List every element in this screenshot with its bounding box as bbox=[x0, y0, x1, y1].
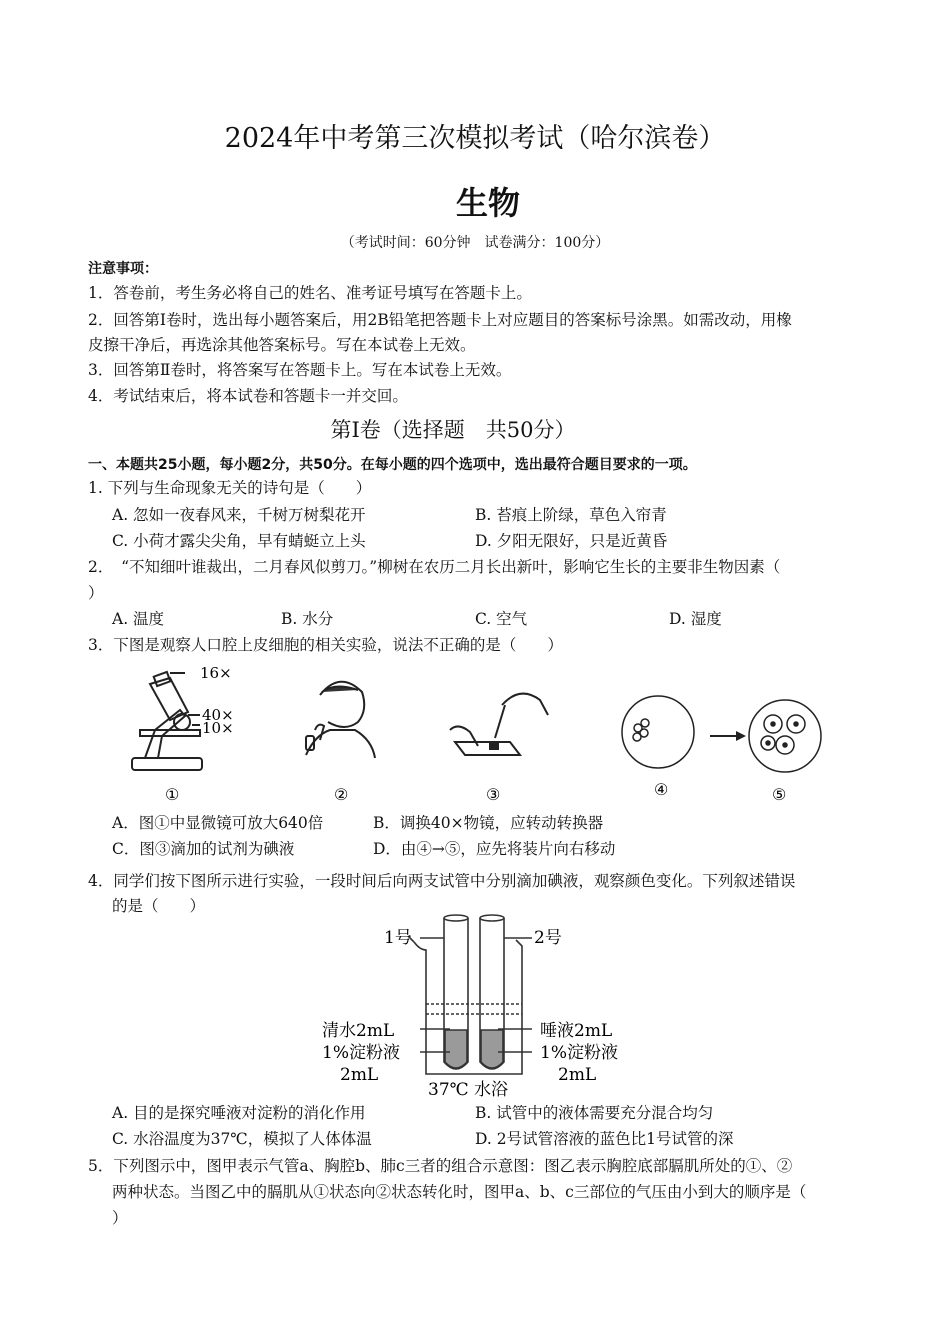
q1-option-d: D. 夕阳无限好，只是近黄昏 bbox=[475, 532, 668, 550]
left-label-water: 清水2mL bbox=[322, 1021, 395, 1041]
q1-stem: 1. 下列与生命现象无关的诗句是（ ） bbox=[88, 479, 372, 497]
tube-1-label: 1号 bbox=[384, 928, 412, 948]
left-label-starch: 1%淀粉液 bbox=[322, 1043, 400, 1063]
eyepiece-label: 16× bbox=[200, 664, 232, 682]
q3-option-c: C．图③滴加的试剂为碘液 bbox=[112, 840, 295, 858]
q2-stem: 2． “不知细叶谁裁出，二月春风似剪刀。”柳树在农历二月长出新叶，影响它生长的主要非生物因素（ bbox=[88, 558, 781, 576]
fig-label-1: ① bbox=[165, 785, 180, 804]
q1-option-b: B. 苔痕上阶绿，草色入帘青 bbox=[475, 506, 667, 524]
microscope-illustration bbox=[132, 672, 202, 770]
section-title: 第Ⅰ卷（选择题 共50分） bbox=[330, 418, 576, 442]
beaker-illustration bbox=[408, 915, 532, 1074]
q2-option-a: A. 温度 bbox=[112, 610, 165, 628]
q2-stem-cont: ） bbox=[88, 584, 104, 602]
note-3: 3．回答第Ⅱ卷时，将答案写在答题卡上。写在本试卷上无效。 bbox=[88, 361, 512, 379]
q4-figure bbox=[310, 912, 640, 1102]
subject-title: 生物 bbox=[455, 184, 520, 222]
q5-stem-cont: 两种状态。当图乙中的膈肌从①状态向②状态转化时，图甲a、b、c三部位的气压由小到大的顺序是（ bbox=[112, 1183, 807, 1201]
fig-label-4: ④ bbox=[654, 780, 669, 799]
exam-title: 2024年中考第三次模拟考试（哈尔滨卷） bbox=[224, 123, 726, 154]
field-of-view-4 bbox=[622, 696, 694, 768]
q5-stem: 5．下列图示中，图甲表示气管a、胸腔b、肺c三者的组合示意图：图乙表示胸腔底部膈肌所处的①、② bbox=[88, 1157, 793, 1175]
note-4: 4．考试结束后，将本试卷和答题卡一并交回。 bbox=[88, 387, 408, 405]
water-bath-label: 37℃ 水浴 bbox=[428, 1080, 509, 1100]
fig-label-5: ⑤ bbox=[772, 785, 787, 804]
q4-stem-cont: 的是（ ） bbox=[112, 897, 206, 915]
objective-10-label: 10× bbox=[202, 719, 234, 737]
q3-figure bbox=[110, 660, 840, 805]
q4-option-a: A. 目的是探究唾液对淀粉的消化作用 bbox=[112, 1104, 366, 1122]
q4-option-b: B. 试管中的液体需要充分混合均匀 bbox=[475, 1104, 714, 1122]
q4-option-c: C. 水浴温度为37℃，模拟了人体体温 bbox=[112, 1130, 372, 1148]
q1-option-c: C. 小荷才露尖尖角，早有蜻蜓立上头 bbox=[112, 532, 366, 550]
q3-option-d: D．由④→⑤，应先将装片向右移动 bbox=[373, 840, 616, 858]
left-label-volume: 2mL bbox=[340, 1065, 379, 1085]
field-of-view-5 bbox=[749, 700, 821, 772]
q4-option-d: D. 2号试管溶液的蓝色比1号试管的深 bbox=[475, 1130, 734, 1148]
q3-option-a: A．图①中显微镜可放大640倍 bbox=[112, 814, 324, 832]
q2-option-d: D. 湿度 bbox=[669, 610, 722, 628]
dropper-slide-illustration bbox=[450, 694, 548, 755]
right-label-starch: 1%淀粉液 bbox=[540, 1043, 618, 1063]
note-2-cont: 皮擦干净后，再选涂其他答案标号。写在本试卷上无效。 bbox=[88, 336, 476, 354]
note-2: 2．回答第Ⅰ卷时，选出每小题答案后，用2B铅笔把答题卡上对应题目的答案标号涂黑。如需改动，用橡 bbox=[88, 311, 792, 329]
q3-option-b: B．调换40×物镜，应转动转换器 bbox=[373, 814, 604, 832]
q2-option-b: B. 水分 bbox=[281, 610, 334, 628]
section-instruction: 一、本题共25小题，每小题2分，共50分。在每小题的四个选项中，选出最符合题目要求的一项。 bbox=[88, 457, 697, 473]
notes-heading: 注意事项： bbox=[88, 261, 158, 277]
note-1: 1．答卷前，考生务必将自己的姓名、准考证号填写在答题卡上。 bbox=[88, 284, 532, 302]
q1-option-a: A. 忽如一夜春风来，千树万树梨花开 bbox=[112, 506, 366, 524]
q4-stem: 4．同学们按下图所示进行实验，一段时间后向两支试管中分别滴加碘液，观察颜色变化。下列叙述错误 bbox=[88, 872, 796, 890]
arrow-icon bbox=[710, 731, 746, 741]
exam-meta: （考试时间：60分钟 试卷满分：100分） bbox=[340, 235, 610, 251]
fig-label-2: ② bbox=[334, 785, 349, 804]
fig-label-3: ③ bbox=[486, 785, 501, 804]
q3-stem: 3．下图是观察人口腔上皮细胞的相关实验，说法不正确的是（ ） bbox=[88, 636, 563, 654]
right-label-saliva: 唾液2mL bbox=[540, 1021, 613, 1041]
person-gargling-illustration bbox=[306, 682, 375, 758]
objective-40-label: 40× bbox=[202, 706, 234, 724]
tube-2-label: 2号 bbox=[534, 928, 562, 948]
q2-option-c: C. 空气 bbox=[475, 610, 528, 628]
right-label-volume: 2mL bbox=[558, 1065, 597, 1085]
q5-stem-end: ） bbox=[112, 1209, 128, 1227]
